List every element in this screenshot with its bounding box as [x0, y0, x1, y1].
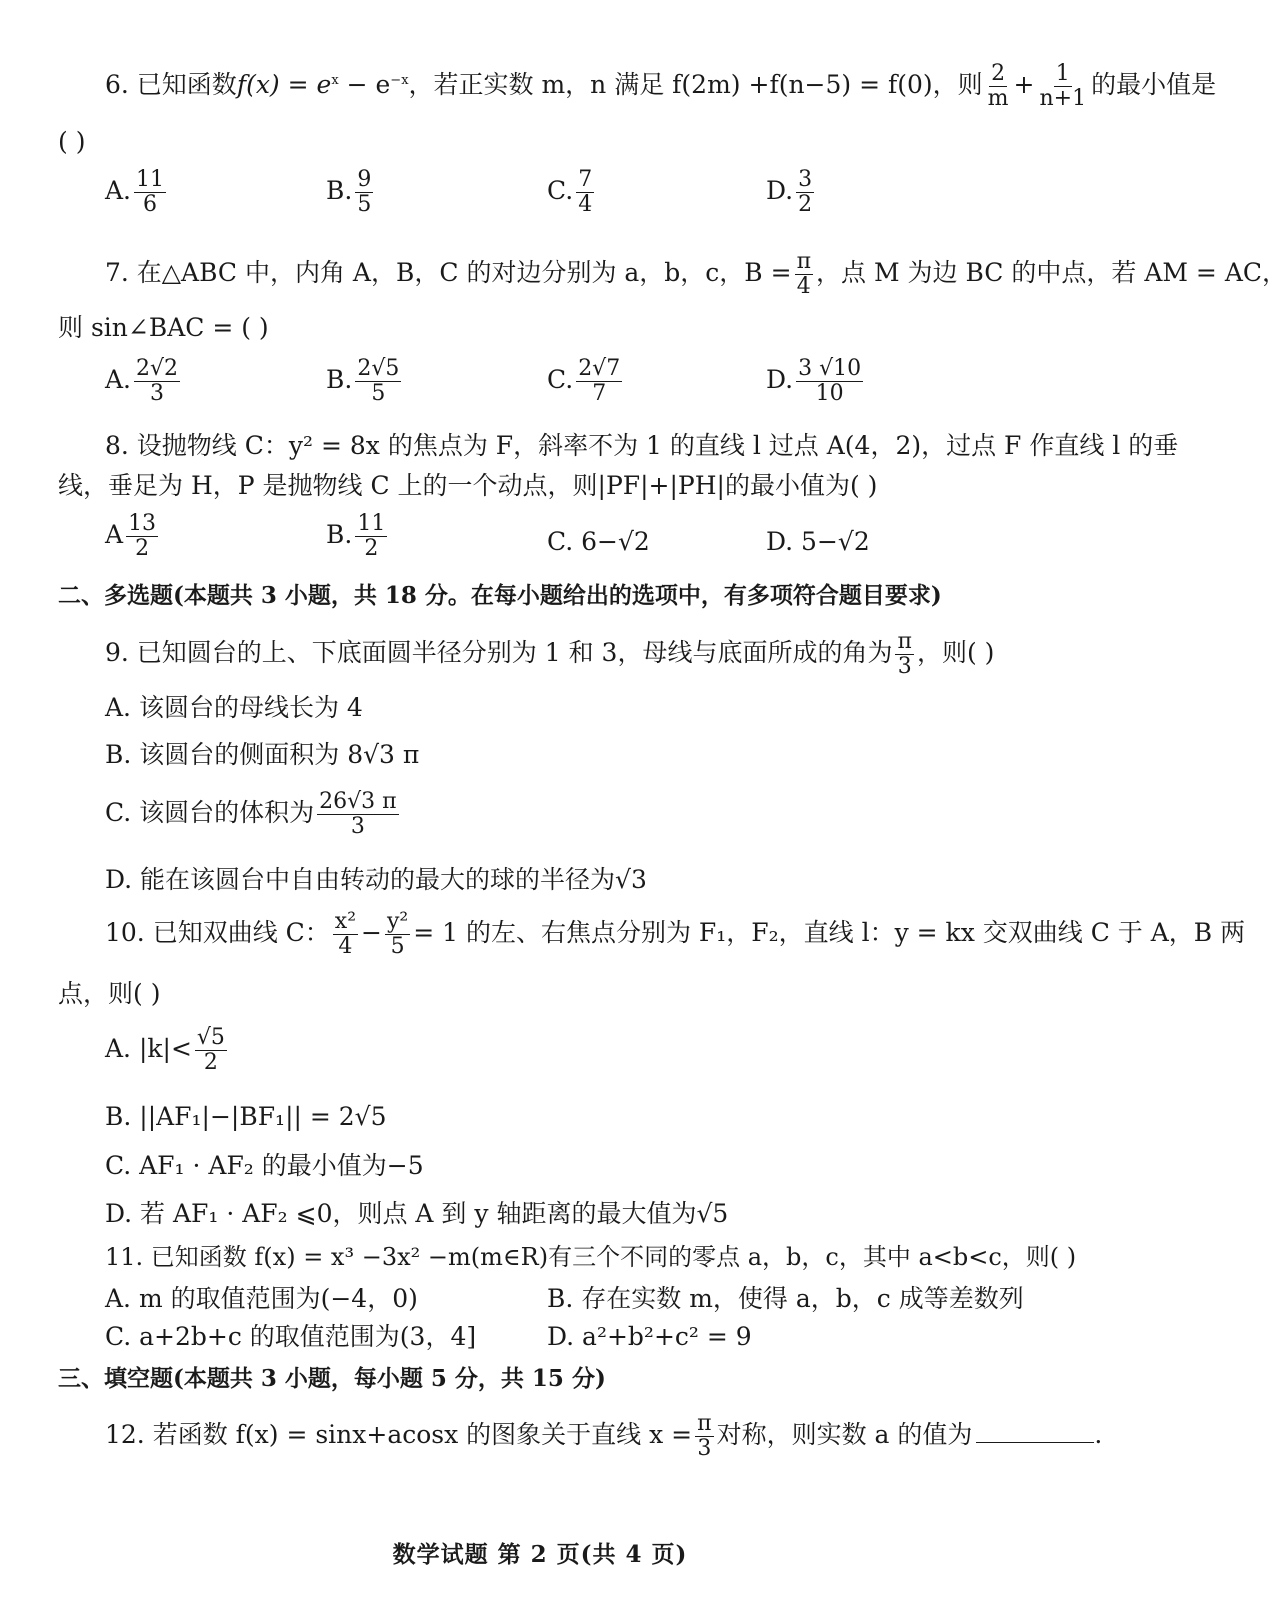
q6-text-b: f(x) = e	[236, 70, 332, 100]
q12-answer-blank[interactable]	[976, 1424, 1094, 1443]
q10-option-a: A. |k|< $\frac{√5}{2}$	[105, 1025, 225, 1076]
q6-option-d: D. $\frac{3}{2}$	[766, 167, 813, 218]
q7-angle-fraction: $\frac{\pi}{4}$	[796, 249, 812, 300]
q10-option-d: D. 若 AF₁ · AF₂ ⩽0，则点 A 到 y 轴距离的最大值为√5	[105, 1199, 729, 1228]
q6-text-e: 的最小值是	[1091, 70, 1217, 100]
q10-stem-line1: 10. 已知双曲线 C： $\frac{\text{x²}}{4}$ − $\frac{\text{y²}}{5}$ = 1 的左、右焦点分别为 F₁，F₂，直线 l：y = kx 交双曲线 C 于 A，B 两	[105, 909, 1246, 960]
q9-stem: 9. 已知圆台的上、下底面圆半径分别为 1 和 3，母线与底面所成的角为 $\frac{\pi}{3}$ ，则( )	[105, 629, 995, 680]
q7-option-a: A. $\frac{2√2}{3}$	[105, 356, 179, 407]
section-fill-blank-heading: 三、填空题(本题共 3 小题，每小题 5 分，共 15 分)	[58, 1365, 606, 1392]
q6-text-a: 6. 已知函数	[105, 70, 237, 100]
q9-option-b: B. 该圆台的侧面积为 8√3 π	[105, 740, 420, 769]
q9-option-d: D. 能在该圆台中自由转动的最大的球的半径为√3	[105, 865, 647, 894]
q6-fraction-2: $\frac{1}{n+1}$	[1039, 61, 1087, 112]
section-multi-choice-heading: 二、多选题(本题共 3 小题，共 18 分。在每小题给出的选项中，有多项符合题目要求)	[58, 582, 942, 609]
q8-option-a: A $\frac{13}{2}$	[105, 511, 157, 562]
q7-stem-line2: 则 sin∠BAC = ( )	[58, 313, 269, 342]
q7-option-b: B. $\frac{2√5}{5}$	[326, 356, 400, 407]
q9-angle-fraction: $\frac{\pi}{3}$	[897, 629, 912, 680]
q7-option-c: C. $\frac{2√7}{7}$	[547, 356, 621, 407]
q8-stem-line2: 线，垂足为 H，P 是抛物线 C 上的一个动点，则|PF|+|PH|的最小值为( )	[58, 471, 878, 500]
q11-stem: 11. 已知函数 f(x) = x³ −3x² −m(m∈R)有三个不同的零点 a，b，c，其中 a<b<c，则( )	[105, 1243, 1077, 1271]
q6-answer-paren: ( )	[58, 127, 86, 156]
q11-option-a: A. m 的取值范围为(−4，0)	[105, 1284, 418, 1313]
q6-text-c: − e	[338, 70, 391, 100]
q11-option-c: C. a+2b+c 的取值范围为(3，4]	[105, 1322, 477, 1351]
q6-option-a: A. $\frac{11}{6}$	[105, 167, 165, 218]
q12-stem: 12. 若函数 f(x) = sinx+acosx 的图象关于直线 x = $\frac{\pi}{3}$ 对称，则实数 a 的值为 .	[105, 1411, 1103, 1462]
q8-option-c: C. 6−√2	[547, 527, 650, 556]
q6-option-c: C. $\frac{7}{4}$	[547, 167, 593, 218]
q6-text-d: ，若正实数 m，n 满足 f(2m) +f(n−5) = f(0)，则	[408, 70, 983, 100]
q8-option-b: B. $\frac{11}{2}$	[326, 511, 386, 562]
q8-stem-line1: 8. 设抛物线 C：y² = 8x 的焦点为 F，斜率不为 1 的直线 l 过点 A(4，2)，过点 F 作直线 l 的垂	[105, 431, 1179, 460]
q6-stem: 6. 已知函数$f(x) = e^x - e^{-x}$，若正实数 m，n 满足 f(2m) +f(n−5) = f(0)，则 $\frac{2}{m}$ + $\frac{1}{n+1}$ 的最小值是	[105, 61, 1217, 112]
q11-option-b: B. 存在实数 m，使得 a，b，c 成等差数列	[547, 1284, 1024, 1313]
q11-option-d: D. a²+b²+c² = 9	[547, 1322, 752, 1351]
q10-stem-line2: 点，则( )	[58, 979, 161, 1008]
q7-option-d: D. $\frac{3 √10}{10}$	[766, 356, 862, 407]
page-footer: 数学试题 第 2 页(共 4 页)	[392, 1541, 688, 1568]
q10-option-c: C. AF₁ · AF₂ 的最小值为−5	[105, 1151, 424, 1180]
q6-option-b: B. $\frac{9}{5}$	[326, 167, 372, 218]
q9-option-c: C. 该圆台的体积为 $\frac{26√3 \pi}{3}$	[105, 789, 397, 840]
q7-stem-line1: 7. 在△ABC 中，内角 A，B，C 的对边分别为 a，b，c，B = $\frac{\pi}{4}$ ，点 M 为边 BC 的中点，若 AM = AC，	[105, 249, 1287, 300]
q8-option-d: D. 5−√2	[766, 527, 870, 556]
q9-option-a: A. 该圆台的母线长为 4	[105, 693, 363, 722]
q10-option-b: B. ||AF₁|−|BF₁|| = 2√5	[105, 1102, 387, 1131]
q6-fraction-1: $\frac{2}{m}$	[987, 61, 1009, 112]
